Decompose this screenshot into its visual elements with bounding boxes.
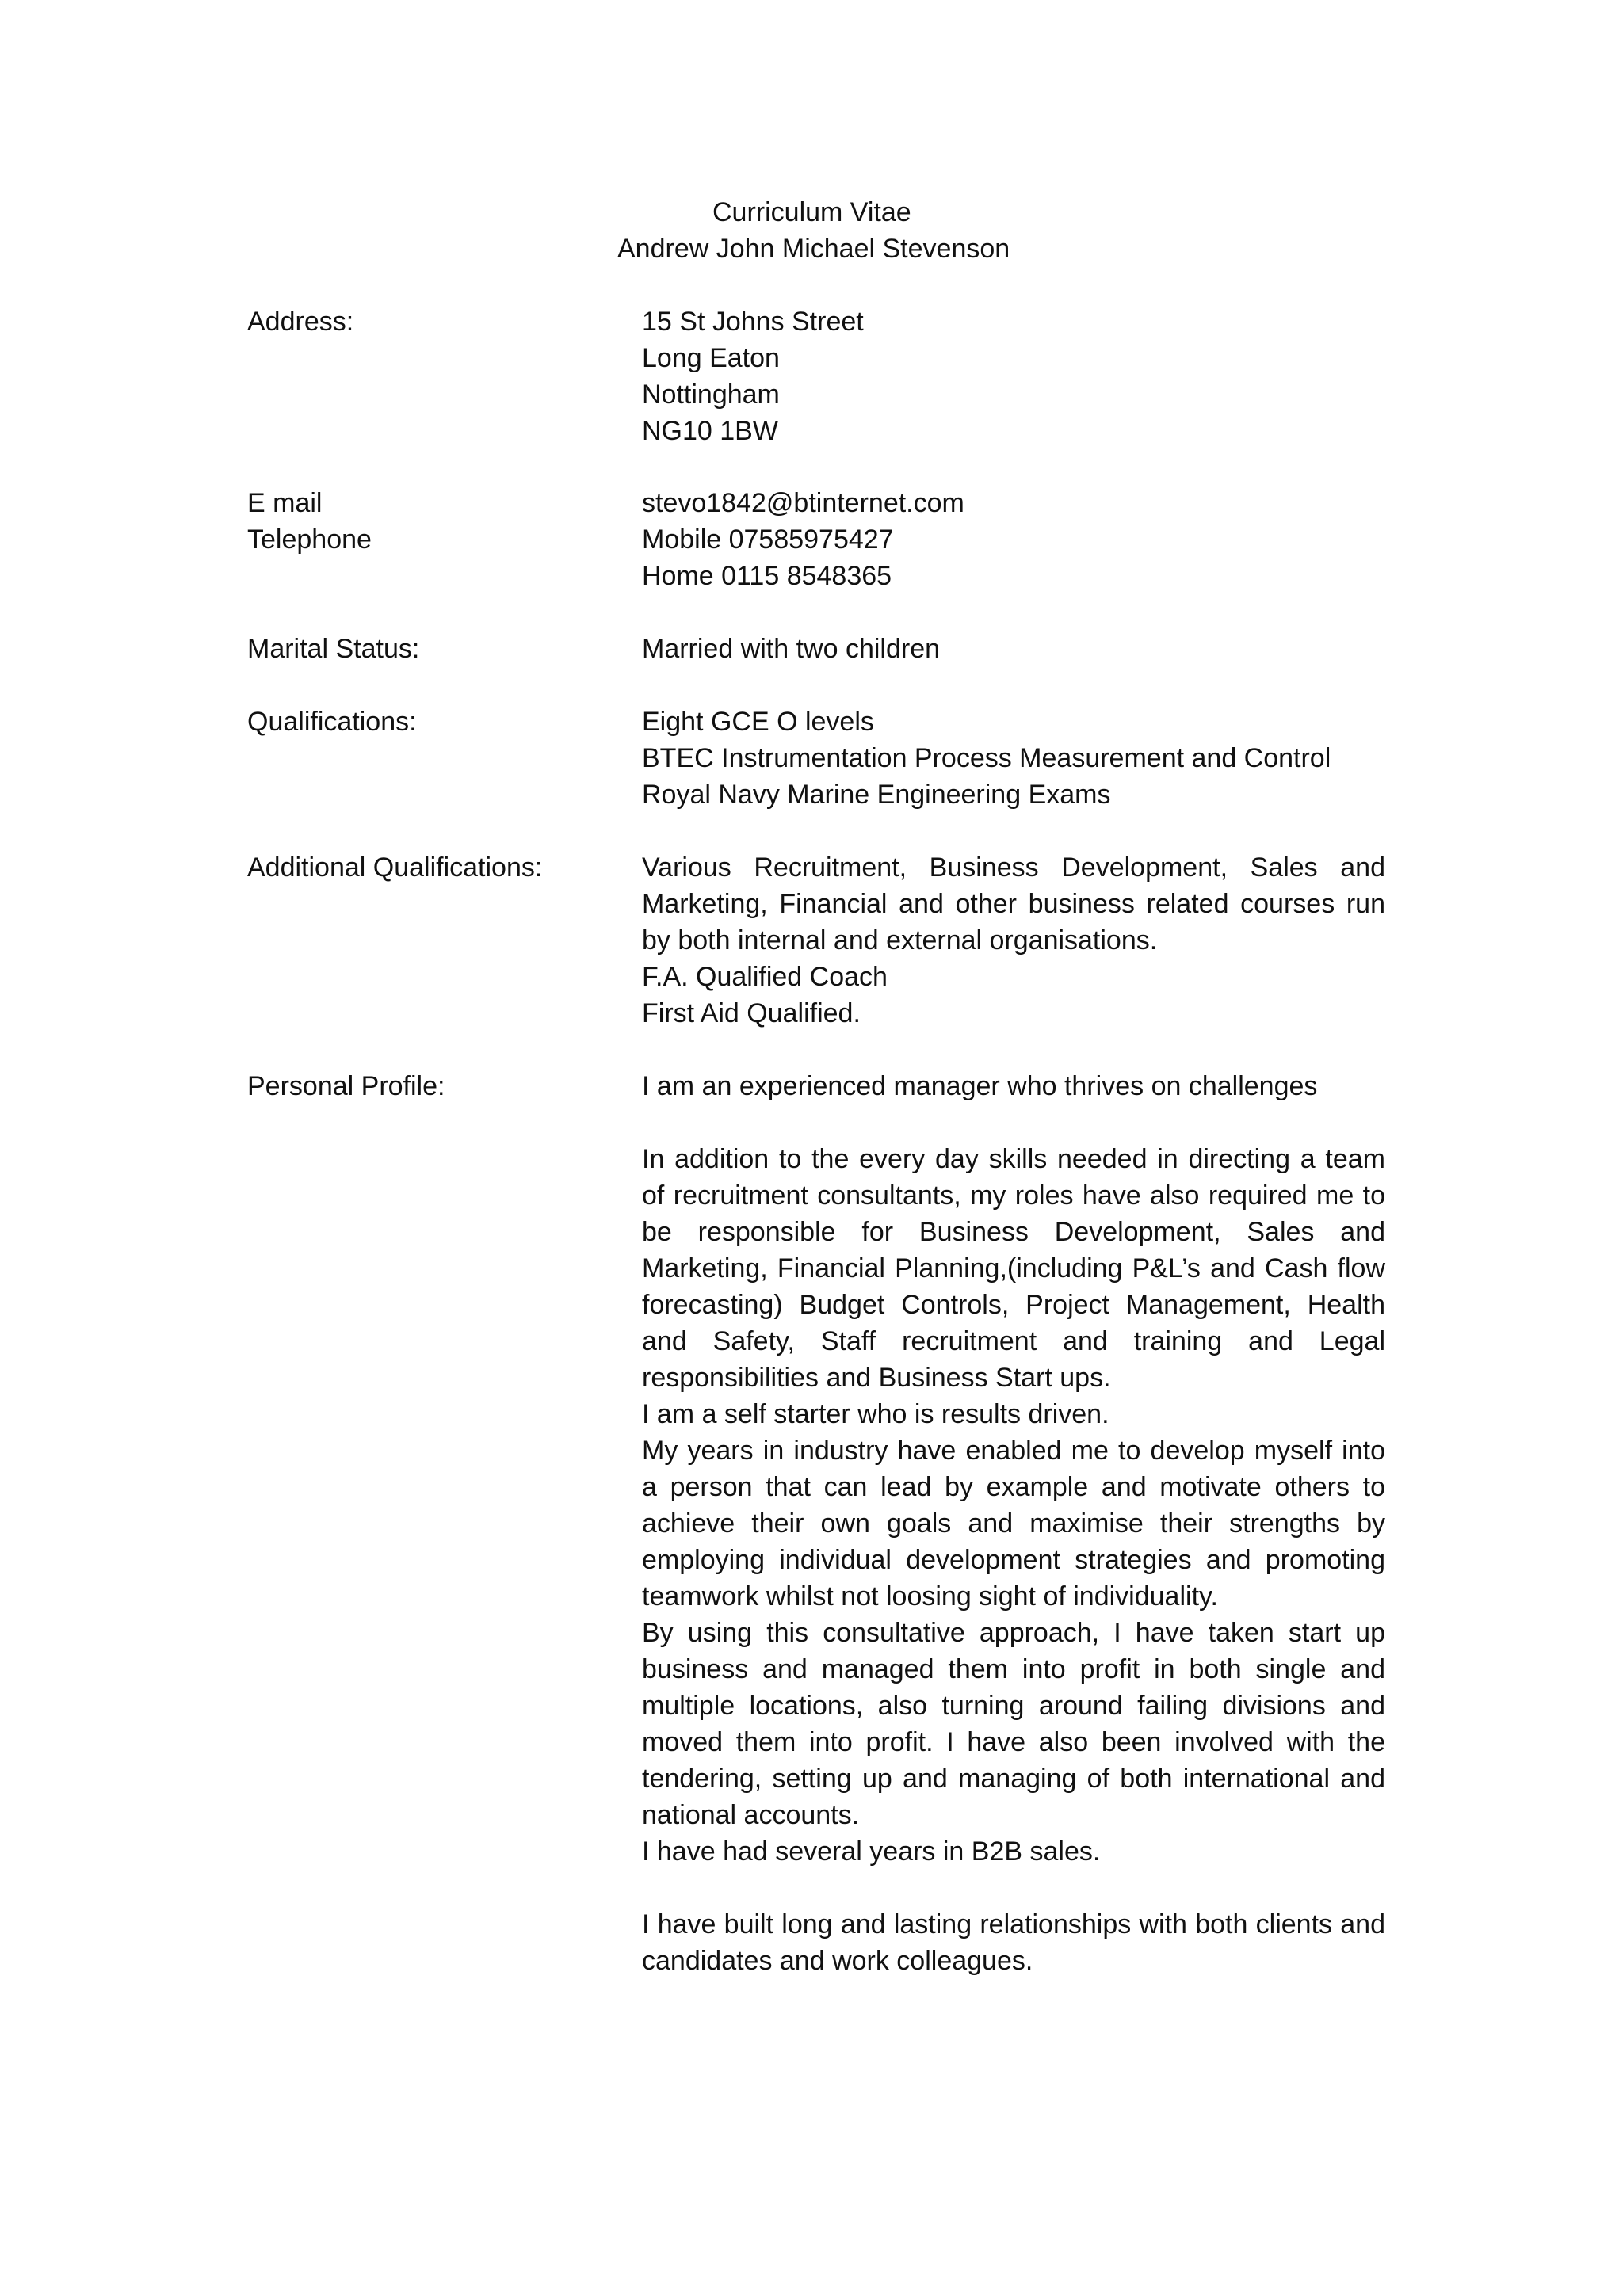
email-label: E mail: [247, 488, 323, 518]
profile-intro: I am an experienced manager who thrives on challenges: [642, 1071, 1318, 1101]
candidate-name: Andrew John Michael Stevenson: [617, 234, 1010, 264]
address-value: [642, 303, 1385, 449]
qualification-item: BTEC Instrumentation Process Measurement and Control: [642, 743, 1331, 773]
profile-paragraph: My years in industry have enabled me to develop myself into a person that can lead by example and motivate others to achieve their own goals and maximise their strengths by employing individual development strategies and promoting teamwork whilst not loosing sight of individuality.: [642, 1436, 1385, 1611]
address-label: Address:: [247, 307, 354, 337]
mobile-number: Mobile 07585975427: [642, 524, 894, 555]
contact-value: [642, 485, 1385, 594]
marital-label: Marital Status:: [247, 634, 420, 664]
address-line: Long Eaton: [642, 343, 780, 373]
contact-labels: [247, 485, 372, 558]
home-number: Home 0115 8548365: [642, 561, 892, 591]
qualification-item: Royal Navy Marine Engineering Exams: [642, 780, 1111, 810]
email-address: stevo1842@btinternet.com: [642, 488, 964, 518]
profile-paragraph: I am a self starter who is results driven.: [642, 1399, 1109, 1429]
personal-profile-value: [642, 1068, 1385, 1979]
qualifications-value: [642, 704, 1385, 813]
marital-value: Married with two children: [642, 634, 941, 664]
document-title: Curriculum Vitae: [712, 197, 911, 227]
additional-qualification-item: F.A. Qualified Coach: [642, 962, 888, 992]
qualification-item: Eight GCE O levels: [642, 707, 874, 737]
spacer: [642, 1104, 1385, 1141]
profile-paragraph: I have had several years in B2B sales.: [642, 1836, 1101, 1867]
spacer: [642, 1870, 1385, 1906]
additional-qualifications-label: Additional Qualifications:: [247, 852, 543, 883]
address-line: NG10 1BW: [642, 416, 778, 446]
marital-value-wrap: [642, 631, 1385, 667]
qualifications-label: Qualifications:: [247, 707, 417, 737]
profile-paragraph: In addition to the every day skills needed in directing a team of recruitment consultants, my roles have also required me to be responsible for Business Development, Sales and Marketing, Financial Planning,(including P&L’s and Cash flow forecasting) Budget Controls, Project Management, Health and Safety, Staff recruitment and training and Legal responsibilities and Business Start ups.: [642, 1144, 1385, 1393]
additional-qualification-item: First Aid Qualified.: [642, 998, 861, 1028]
address-line: Nottingham: [642, 379, 780, 410]
profile-paragraph: I have built long and lasting relationships with both clients and candidates and work colleagues.: [642, 1909, 1385, 1976]
profile-paragraph: By using this consultative approach, I have taken start up business and managed them into profit in both single and multiple locations, also turning around failing divisions and moved them into profit. I have also been involved with the tendering, setting up and managing of both international and national accounts.: [642, 1618, 1385, 1830]
telephone-label: Telephone: [247, 524, 372, 555]
address-line: 15 St Johns Street: [642, 307, 864, 337]
personal-profile-label: Personal Profile:: [247, 1071, 445, 1101]
additional-qualifications-value: [642, 849, 1385, 1032]
additional-qualifications-paragraph: Various Recruitment, Business Development, Sales and Marketing, Financial and other business related courses run by both internal and external organisations.: [642, 852, 1385, 955]
